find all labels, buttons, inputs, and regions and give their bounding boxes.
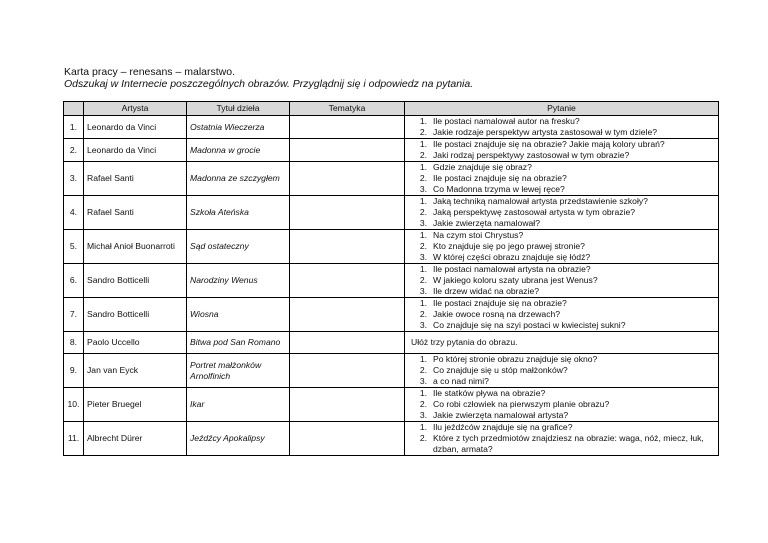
question-text: Co robi człowiek na pierwszym planie obrazu?	[433, 399, 610, 409]
question-number: 2.	[419, 433, 427, 443]
artist-cell: Leonardo da Vinci	[84, 116, 187, 139]
table-row	[64, 162, 719, 196]
row-number: 1.	[64, 116, 84, 139]
question-item	[408, 275, 715, 286]
questions-cell	[405, 354, 719, 388]
questions-cell	[405, 422, 719, 456]
row-number: 10.	[64, 388, 84, 422]
question-number: 1.	[419, 264, 427, 274]
table-row	[64, 139, 719, 162]
question-item	[408, 286, 715, 297]
question-item	[408, 184, 715, 195]
question-item	[408, 320, 715, 331]
question-text: W której części obrazu znajduje się łódź?	[433, 252, 591, 262]
table-body	[64, 116, 719, 456]
question-item	[408, 298, 715, 309]
question-text: Na czym stoi Chrystus?	[433, 230, 524, 240]
artist-cell: Sandro Botticelli	[84, 264, 187, 298]
table-row	[64, 116, 719, 139]
worksheet-table	[63, 101, 719, 456]
question-number: 1.	[419, 230, 427, 240]
theme-cell[interactable]	[290, 332, 405, 354]
row-number: 4.	[64, 196, 84, 230]
table-row	[64, 354, 719, 388]
question-item	[408, 309, 715, 320]
theme-cell[interactable]	[290, 116, 405, 139]
question-text: Jakie zwierzęta namalował?	[433, 218, 540, 228]
worksheet-title: Karta pracy – renesans – malarstwo.	[64, 66, 235, 78]
question-text: Ile postaci znajduje się na obrazie?	[433, 173, 567, 183]
question-item	[408, 422, 715, 433]
question-number: 2.	[419, 399, 427, 409]
artist-cell: Rafael Santi	[84, 162, 187, 196]
row-number: 3.	[64, 162, 84, 196]
questions-cell	[405, 116, 719, 139]
question-item	[408, 150, 715, 161]
question-number: 3.	[419, 218, 427, 228]
artwork-title-cell: Portret małżonków Arnolfinich	[187, 354, 290, 388]
question-instruction: Ułóż trzy pytania do obrazu.	[411, 337, 518, 347]
question-number: 2.	[419, 150, 427, 160]
question-number: 1.	[419, 354, 427, 364]
question-item	[408, 162, 715, 173]
question-item	[408, 365, 715, 376]
question-text: Jakie zwierzęta namalował artysta?	[433, 410, 569, 420]
worksheet-instructions: Odszukaj w Internecie poszczególnych obrazów. Przyglądnij się i odpowiedz na pytania.	[64, 78, 474, 90]
row-number: 2.	[64, 139, 84, 162]
header-number	[64, 102, 84, 116]
theme-cell[interactable]	[290, 230, 405, 264]
question-item	[408, 388, 715, 399]
artist-cell: Michał Anioł Buonarroti	[84, 230, 187, 264]
theme-cell[interactable]	[290, 139, 405, 162]
question-text: Po której stronie obrazu znajduje się okno?	[433, 354, 598, 364]
question-number: 3.	[419, 184, 427, 194]
question-item	[408, 399, 715, 410]
question-number: 1.	[419, 162, 427, 172]
question-text: Ilu jeźdźców znajduje się na grafice?	[433, 422, 573, 432]
theme-cell[interactable]	[290, 162, 405, 196]
question-item	[408, 127, 715, 138]
row-number: 11.	[64, 422, 84, 456]
question-text: Jaki rodzaj perspektywy zastosował w tym obrazie?	[433, 150, 630, 160]
question-text: Gdzie znajduje się obraz?	[433, 162, 532, 172]
question-item	[408, 264, 715, 275]
questions-cell	[405, 230, 719, 264]
artwork-title-cell: Ikar	[187, 388, 290, 422]
table-row	[64, 196, 719, 230]
table-row	[64, 422, 719, 456]
question-text: Ile postaci znajduje się na obrazie?	[433, 298, 567, 308]
question-number: 3.	[419, 376, 427, 386]
question-text: Ile statków pływa na obrazie?	[433, 388, 546, 398]
question-item	[408, 116, 715, 127]
row-number: 5.	[64, 230, 84, 264]
artist-cell: Paolo Uccello	[84, 332, 187, 354]
question-number: 1.	[419, 196, 427, 206]
question-number: 2.	[419, 365, 427, 375]
theme-cell[interactable]	[290, 422, 405, 456]
row-number: 7.	[64, 298, 84, 332]
table-row	[64, 298, 719, 332]
question-text: Jaką techniką namalował artysta przedstawienie szkoły?	[433, 196, 648, 206]
artwork-title-cell: Madonna w grocie	[187, 139, 290, 162]
row-number: 6.	[64, 264, 84, 298]
table-row	[64, 230, 719, 264]
question-number: 2.	[419, 207, 427, 217]
artwork-title-cell: Bitwa pod San Romano	[187, 332, 290, 354]
artist-cell: Rafael Santi	[84, 196, 187, 230]
question-number: 3.	[419, 410, 427, 420]
question-item	[408, 433, 715, 455]
theme-cell[interactable]	[290, 298, 405, 332]
question-text: Jakie rodzaje perspektyw artysta zastosował w tym dziele?	[433, 127, 658, 137]
question-item	[408, 218, 715, 229]
artist-cell: Leonardo da Vinci	[84, 139, 187, 162]
artist-cell: Jan van Eyck	[84, 354, 187, 388]
question-number: 2.	[419, 173, 427, 183]
artist-cell: Sandro Botticelli	[84, 298, 187, 332]
question-number: 2.	[419, 275, 427, 285]
question-text: Jaką perspektywę zastosował artysta w tym obrazie?	[433, 207, 636, 217]
question-text: Co znajduje się u stóp małżonków?	[433, 365, 568, 375]
artist-cell: Pieter Bruegel	[84, 388, 187, 422]
question-item	[408, 354, 715, 365]
question-number: 2.	[419, 241, 427, 251]
header-artwork-title: Tytuł dzieła	[187, 102, 290, 116]
questions-cell	[405, 196, 719, 230]
question-text: Co znajduje się na szyi postaci w kwiecistej sukni?	[433, 320, 626, 330]
question-item	[408, 207, 715, 218]
header-artist: Artysta	[84, 102, 187, 116]
question-item	[408, 230, 715, 241]
theme-cell[interactable]	[290, 196, 405, 230]
question-text: a co nad nimi?	[433, 376, 489, 386]
table-row	[64, 332, 719, 354]
question-item	[408, 139, 715, 150]
question-item	[408, 173, 715, 184]
header-theme: Tematyka	[290, 102, 405, 116]
question-number: 1.	[419, 139, 427, 149]
questions-cell	[405, 298, 719, 332]
question-number: 1.	[419, 116, 427, 126]
theme-cell[interactable]	[290, 354, 405, 388]
question-text: Jakie owoce rosną na drzewach?	[433, 309, 561, 319]
artwork-title-cell: Madonna ze szczygłem	[187, 162, 290, 196]
question-number: 2.	[419, 309, 427, 319]
questions-cell	[405, 332, 719, 354]
question-number: 3.	[419, 286, 427, 296]
question-text: Ile postaci znajduje się na obrazie? Jakie mają kolory ubrań?	[433, 139, 665, 149]
questions-cell	[405, 264, 719, 298]
question-item	[408, 376, 715, 387]
question-number: 3.	[419, 320, 427, 330]
artwork-title-cell: Szkoła Ateńska	[187, 196, 290, 230]
row-number: 8.	[64, 332, 84, 354]
questions-cell	[405, 139, 719, 162]
question-number: 1.	[419, 388, 427, 398]
header-question: Pytanie	[405, 102, 719, 116]
table-header-row	[64, 102, 719, 116]
question-item	[408, 196, 715, 207]
artwork-title-cell: Narodziny Wenus	[187, 264, 290, 298]
artwork-title-cell: Ostatnia Wieczerza	[187, 116, 290, 139]
question-number: 2.	[419, 127, 427, 137]
theme-cell[interactable]	[290, 264, 405, 298]
artwork-title-cell: Wiosna	[187, 298, 290, 332]
question-text: W jakiego koloru szaty ubrana jest Wenus?	[433, 275, 598, 285]
question-text: Które z tych przedmiotów znajdziesz na obrazie: waga, nóż, miecz, łuk, dzban, armata?	[433, 433, 704, 454]
question-text: Ile postaci namalował artysta na obrazie?	[433, 264, 591, 274]
theme-cell[interactable]	[290, 388, 405, 422]
question-number: 1.	[419, 298, 427, 308]
questions-cell	[405, 388, 719, 422]
questions-cell	[405, 162, 719, 196]
question-number: 1.	[419, 422, 427, 432]
artwork-title-cell: Jeźdźcy Apokalipsy	[187, 422, 290, 456]
question-text: Ile drzew widać na obrazie?	[433, 286, 540, 296]
question-item	[408, 241, 715, 252]
artwork-title-cell: Sąd ostateczny	[187, 230, 290, 264]
table-row	[64, 388, 719, 422]
question-item	[408, 252, 715, 263]
table-row	[64, 264, 719, 298]
question-item	[408, 410, 715, 421]
row-number: 9.	[64, 354, 84, 388]
artist-cell: Albrecht Dürer	[84, 422, 187, 456]
question-text: Co Madonna trzyma w lewej ręce?	[433, 184, 565, 194]
question-text: Kto znajduje się po jego prawej stronie?	[433, 241, 585, 251]
question-text: Ile postaci namalował autor na fresku?	[433, 116, 580, 126]
question-number: 3.	[419, 252, 427, 262]
